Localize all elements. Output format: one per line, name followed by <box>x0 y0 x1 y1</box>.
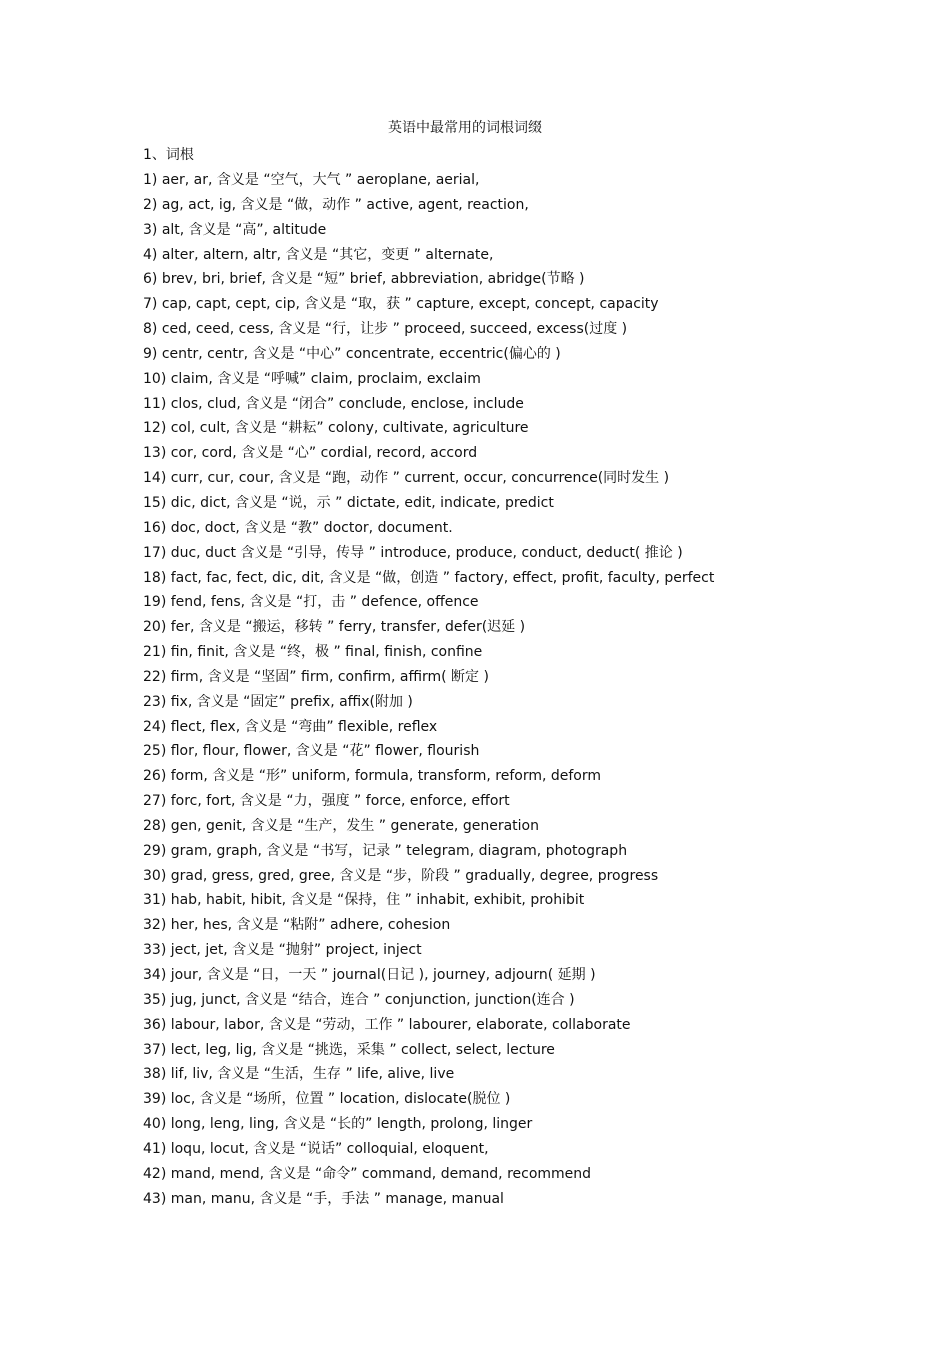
list-item: 15) dic, dict, 含义是 “说，示 ” dictate, edit, indicate, predict <box>143 494 554 511</box>
list-item: 38) lif, liv, 含义是 “生活，生存 ” life, alive, live <box>143 1066 455 1083</box>
list-item: 43) man, manu, 含义是 “手，手法 ” manage, manual <box>143 1190 504 1207</box>
list-item: 21) fin, finit, 含义是 “终，极 ” final, finish, confine <box>143 644 483 661</box>
list-item: 31) hab, habit, hibit, 含义是 “保持，住 ” inhabit, exhibit, prohibit <box>143 892 585 909</box>
list-item: 11) clos, clud, 含义是 “闭合” conclude, enclose, include <box>143 395 524 412</box>
list-item: 33) ject, jet, 含义是 “抛射” project, inject <box>143 942 422 959</box>
list-item: 2) ag, act, ig, 含义是 “做，动作 ” active, agent, reaction, <box>143 196 529 213</box>
list-item: 13) cor, cord, 含义是 “心” cordial, record, accord <box>143 445 478 462</box>
list-item: 24) flect, flex, 含义是 “弯曲” flexible, reflex <box>143 718 438 735</box>
list-item: 3) alt, 含义是 “高”, altitude <box>143 221 327 238</box>
list-item: 17) duc, duct 含义是 “引导，传导 ” introduce, produce, conduct, deduct( 推论 ) <box>143 544 683 561</box>
list-item: 18) fact, fac, fect, dic, dit, 含义是 “做，创造 ” factory, effect, profit, faculty, perfect <box>143 569 715 586</box>
list-item: 27) forc, fort, 含义是 “力，强度 ” force, enforce, effort <box>143 793 510 810</box>
list-item: 14) curr, cur, cour, 含义是 “跑，动作 ” current, occur, concurrence(同时发生 ) <box>143 470 670 487</box>
word-root-list <box>143 170 933 1213</box>
list-item: 4) alter, altern, altr, 含义是 “其它，变更 ” alternate, <box>143 246 494 263</box>
list-item: 20) fer, 含义是 “搬运，移转 ” ferry, transfer, defer(迟延 ) <box>143 619 526 636</box>
list-item: 37) lect, leg, lig, 含义是 “挑选，采集 ” collect, select, lecture <box>143 1041 555 1058</box>
section-heading: 1、词根 <box>143 147 194 163</box>
list-item: 23) fix, 含义是 “固定” prefix, affix(附加 ) <box>143 693 413 710</box>
list-item: 35) jug, junct, 含义是 “结合，连合 ” conjunction, junction(连合 ) <box>143 991 575 1008</box>
list-item: 6) brev, bri, brief, 含义是 “短” brief, abbreviation, abridge(节略 ) <box>143 271 585 288</box>
list-item: 26) form, 含义是 “形” uniform, formula, transform, reform, deform <box>143 768 602 785</box>
list-item: 28) gen, genit, 含义是 “生产，发生 ” generate, generation <box>143 817 539 834</box>
list-item: 22) firm, 含义是 “坚固” firm, confirm, affirm( 断定 ) <box>143 668 489 685</box>
list-item: 16) doc, doct, 含义是 “教” doctor, document. <box>143 519 453 536</box>
list-item: 32) her, hes, 含义是 “粘附” adhere, cohesion <box>143 917 451 934</box>
list-item: 8) ced, ceed, cess, 含义是 “行，让步 ” proceed, succeed, excess(过度 ) <box>143 321 628 338</box>
list-item: 41) loqu, locut, 含义是 “说话” colloquial, eloquent, <box>143 1140 489 1157</box>
list-item: 39) loc, 含义是 “场所，位置 ” location, dislocate(脱位 ) <box>143 1091 511 1108</box>
list-item: 29) gram, graph, 含义是 “书写，记录 ” telegram, diagram, photograph <box>143 842 628 859</box>
list-item: 25) flor, flour, flower, 含义是 “花” flower, flourish <box>143 743 480 760</box>
list-item: 1) aer, ar, 含义是 “空气，大气 ” aeroplane, aerial, <box>143 172 480 188</box>
list-item: 40) long, leng, ling, 含义是 “长的” length, prolong, linger <box>143 1116 533 1133</box>
list-item: 34) jour, 含义是 “日，一天 ” journal(日记 ), journey, adjourn( 延期 ) <box>143 967 596 983</box>
list-item: 30) grad, gress, gred, gree, 含义是 “步，阶段 ” gradually, degree, progress <box>143 867 659 884</box>
document-title: 英语中最常用的词根词缀 <box>388 120 542 136</box>
list-item: 42) mand, mend, 含义是 “命令” command, demand, recommend <box>143 1165 592 1182</box>
list-item: 10) claim, 含义是 “呼喊” claim, proclaim, exclaim <box>143 370 481 387</box>
list-item: 12) col, cult, 含义是 “耕耘” colony, cultivate, agriculture <box>143 420 529 437</box>
list-item: 19) fend, fens, 含义是 “打，击 ” defence, offence <box>143 594 479 611</box>
list-item: 7) cap, capt, cept, cip, 含义是 “取，获 ” capture, except, concept, capacity <box>143 296 659 313</box>
list-item: 36) labour, labor, 含义是 “劳动，工作 ” labourer, elaborate, collaborate <box>143 1016 631 1033</box>
list-item: 9) centr, centr, 含义是 “中心” concentrate, eccentric(偏心的 ) <box>143 345 561 362</box>
